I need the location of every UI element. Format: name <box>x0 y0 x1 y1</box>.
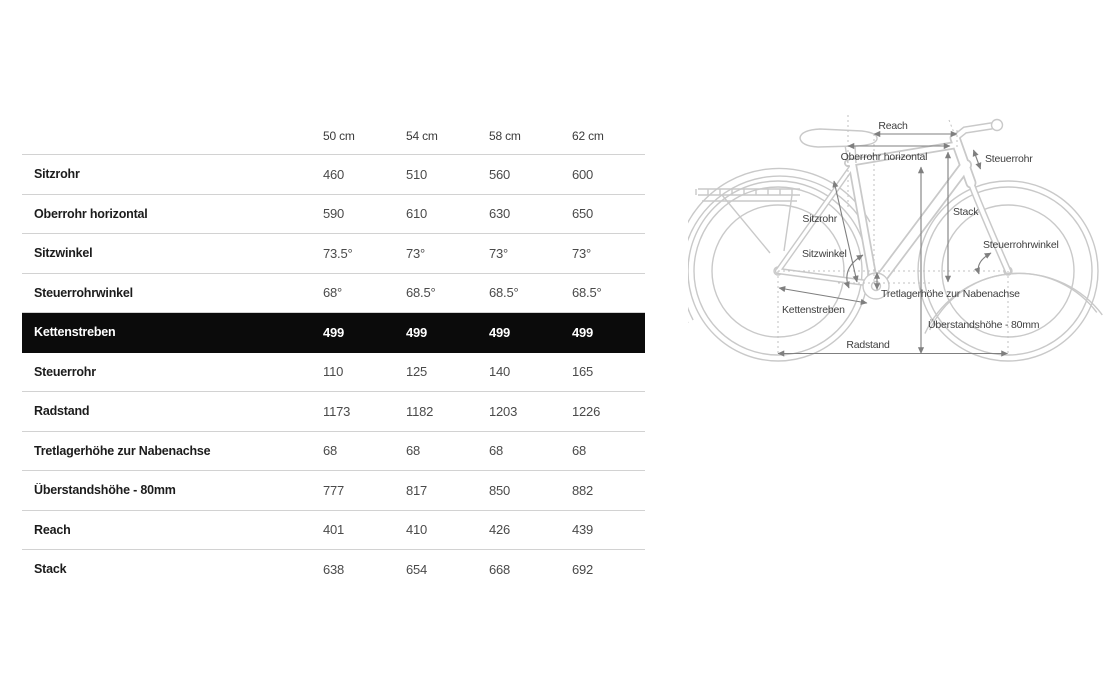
row-value: 499 <box>323 324 345 340</box>
sitzwinkel-label: Sitzwinkel <box>802 248 847 260</box>
row-value: 692 <box>572 561 594 577</box>
row-value: 125 <box>406 364 428 380</box>
table-row <box>22 471 645 511</box>
row-value: 68 <box>489 443 504 459</box>
table-row <box>22 234 645 274</box>
row-value: 1226 <box>572 403 601 419</box>
row-value: 817 <box>406 482 428 498</box>
row-value: 68.5° <box>572 285 602 301</box>
row-label: Sitzwinkel <box>34 246 93 261</box>
row-label: Steuerrohrwinkel <box>34 285 133 300</box>
oberrohr-label: Oberrohr horizontal <box>840 151 928 163</box>
table-row <box>22 550 645 589</box>
handlebar-grip <box>992 120 1003 131</box>
row-value: 499 <box>572 324 594 340</box>
row-label: Reach <box>34 522 71 537</box>
row-value: 638 <box>323 561 345 577</box>
row-value: 410 <box>406 522 428 538</box>
row-label: Stack <box>34 562 67 577</box>
stack-label: Stack <box>953 206 979 218</box>
row-value: 68 <box>323 443 338 459</box>
row-value: 600 <box>572 166 594 182</box>
column-header-62cm: 62 cm <box>572 129 604 143</box>
column-header-54cm: 54 cm <box>406 129 438 143</box>
row-label: Überstandshöhe - 80mm <box>34 483 176 498</box>
row-value: 499 <box>406 324 428 340</box>
row-value: 165 <box>572 364 594 380</box>
row-value: 1173 <box>323 403 351 419</box>
row-label: Steuerrohr <box>34 364 96 379</box>
row-value: 68.5° <box>489 285 519 301</box>
table-row <box>22 511 645 551</box>
kettenstreben-arrow <box>779 288 867 303</box>
row-label: Tretlagerhöhe zur Nabenachse <box>34 443 211 458</box>
row-value: 68° <box>323 285 343 301</box>
row-value: 426 <box>489 522 511 538</box>
table-body <box>22 155 645 589</box>
table-row <box>22 195 645 235</box>
row-value: 73° <box>572 245 592 261</box>
steuerrohr-arrow <box>974 150 981 169</box>
table-row <box>22 392 645 432</box>
row-value: 73.5° <box>323 245 353 261</box>
table-row <box>22 155 645 195</box>
row-value: 73° <box>489 245 509 261</box>
bike-geometry-diagram <box>688 105 1118 370</box>
row-value: 499 <box>489 324 511 340</box>
row-value: 1203 <box>489 403 518 419</box>
sitzrohr-label: Sitzrohr <box>802 213 837 225</box>
row-label: Oberrohr horizontal <box>34 206 148 221</box>
row-value: 460 <box>323 166 345 182</box>
rear-fender <box>688 168 870 323</box>
kettenstreben-label: Kettenstreben <box>782 304 845 316</box>
table-header-row <box>22 118 645 155</box>
row-value: 777 <box>323 482 345 498</box>
table-row <box>22 274 645 314</box>
row-label: Sitzrohr <box>34 167 80 182</box>
row-value: 1182 <box>406 403 434 419</box>
row-value: 510 <box>406 166 428 182</box>
row-value: 850 <box>489 482 511 498</box>
row-label: Kettenstreben <box>34 325 116 340</box>
row-label: Radstand <box>34 404 90 419</box>
row-value: 401 <box>323 522 345 538</box>
row-value: 110 <box>323 364 344 380</box>
row-value: 68.5° <box>406 285 436 301</box>
steuerrohr-label: Steuerrohr <box>985 153 1033 165</box>
row-value: 654 <box>406 561 428 577</box>
row-value: 668 <box>489 561 511 577</box>
table-row <box>22 432 645 472</box>
ueberstandshoehe-label: Überstandshöhe - 80mm <box>928 319 1040 331</box>
geometry-table <box>22 118 645 589</box>
reach-label: Reach <box>878 120 908 132</box>
row-value: 630 <box>489 206 511 222</box>
table-row <box>22 313 645 353</box>
row-value: 560 <box>489 166 511 182</box>
column-header-50cm: 50 cm <box>323 129 355 143</box>
row-value: 650 <box>572 206 594 222</box>
row-value: 882 <box>572 482 594 498</box>
row-value: 73° <box>406 245 426 261</box>
row-value: 590 <box>323 206 345 222</box>
steuerrohrwinkel-label: Steuerrohrwinkel <box>983 239 1059 251</box>
rear-rack <box>696 189 800 253</box>
row-value: 610 <box>406 206 428 222</box>
tretlagerhoehe-label: Tretlagerhöhe zur Nabenachse <box>881 288 1020 300</box>
table-row <box>22 353 645 393</box>
column-header-58cm: 58 cm <box>489 129 521 143</box>
row-value: 140 <box>489 364 511 380</box>
radstand-label: Radstand <box>846 339 890 351</box>
sitzrohr-arrow <box>834 181 857 282</box>
row-value: 439 <box>572 522 594 538</box>
row-value: 68 <box>572 443 587 459</box>
row-value: 68 <box>406 443 421 459</box>
